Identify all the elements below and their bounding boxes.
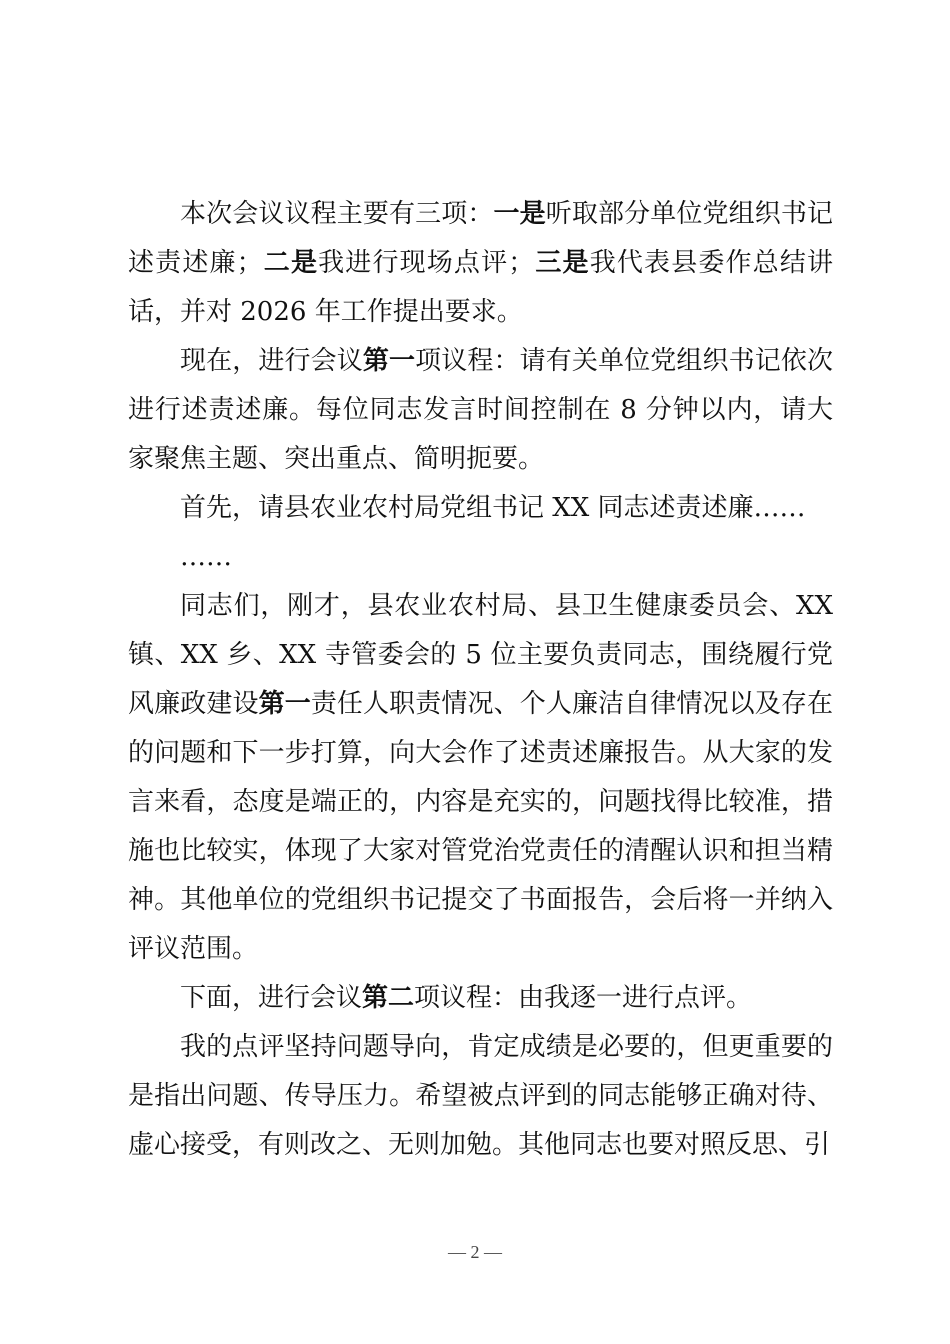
text-segment: 项议程：由我逐一进行点评。 [414,983,753,1013]
paragraph-first-speaker [128,484,833,533]
paragraph-agenda [128,190,833,337]
text-segment: 首先，请县农业农村局党组书记 XX 同志述责述廉…… [180,493,806,523]
text-segment: 现在，进行会议 [180,346,363,376]
text-segment: 项议程：请有关单位党组织书记依次进行述责述廉。每位同志发言时间控制在 8 分钟以内，请大家聚焦主题、突出重点、简明扼要。 [128,346,833,474]
text-segment: 同志们，刚才，县农业农村局、县卫生健康委员会、XX 镇、XX 乡、XX 寺管委会的 5 位主要负责同志，围绕履行党风廉政建设 [128,591,833,719]
text-segment: 我代表县委作总结讲话，并对 2026 年工作提出要求。 [128,248,833,327]
bold-marker-second-item: 第二 [362,983,415,1013]
bold-marker-first-responsible: 第一 [258,689,311,719]
paragraph-ellipsis [128,533,833,582]
document-body [128,190,833,1170]
bold-marker-first: 一是 [493,199,546,229]
text-segment: 我进行现场点评； [318,248,535,278]
text-segment: 听取部分单位党组织书记述责述廉； [128,199,833,278]
bold-marker-first-item: 第一 [362,346,416,376]
paragraph-second-item [128,974,833,1023]
text-segment: 下面，进行会议 [180,983,363,1013]
bold-marker-second: 二是 [262,248,319,278]
text-segment: 本次会议议程主要有三项： [180,199,494,229]
paragraph-review [128,1023,833,1170]
text-segment: 我的点评坚持问题导向，肯定成绩是必要的，但更重要的是指出问题、传导压力。希望被点评到的同志能够正确对待、虚心接受，有则改之、无则加勉。其他同志也要对照反思、引 [128,1032,833,1160]
bold-marker-third: 三是 [534,248,590,278]
text-segment: …… [180,542,232,572]
text-segment: 责任人职责情况、个人廉洁自律情况以及存在的问题和下一步打算，向大会作了述责述廉报告。从大家的发言来看，态度是端正的，内容是充实的，问题找得比较准，措施也比较实，体现了大家对管党治党责任的清醒认识和担当精神。其他单位的党组织书记提交了书面报告，会后将一并纳入评议范围。 [128,689,833,964]
paragraph-summary [128,582,833,974]
paragraph-first-item [128,337,833,484]
page-number: — 2 — [448,1242,502,1262]
